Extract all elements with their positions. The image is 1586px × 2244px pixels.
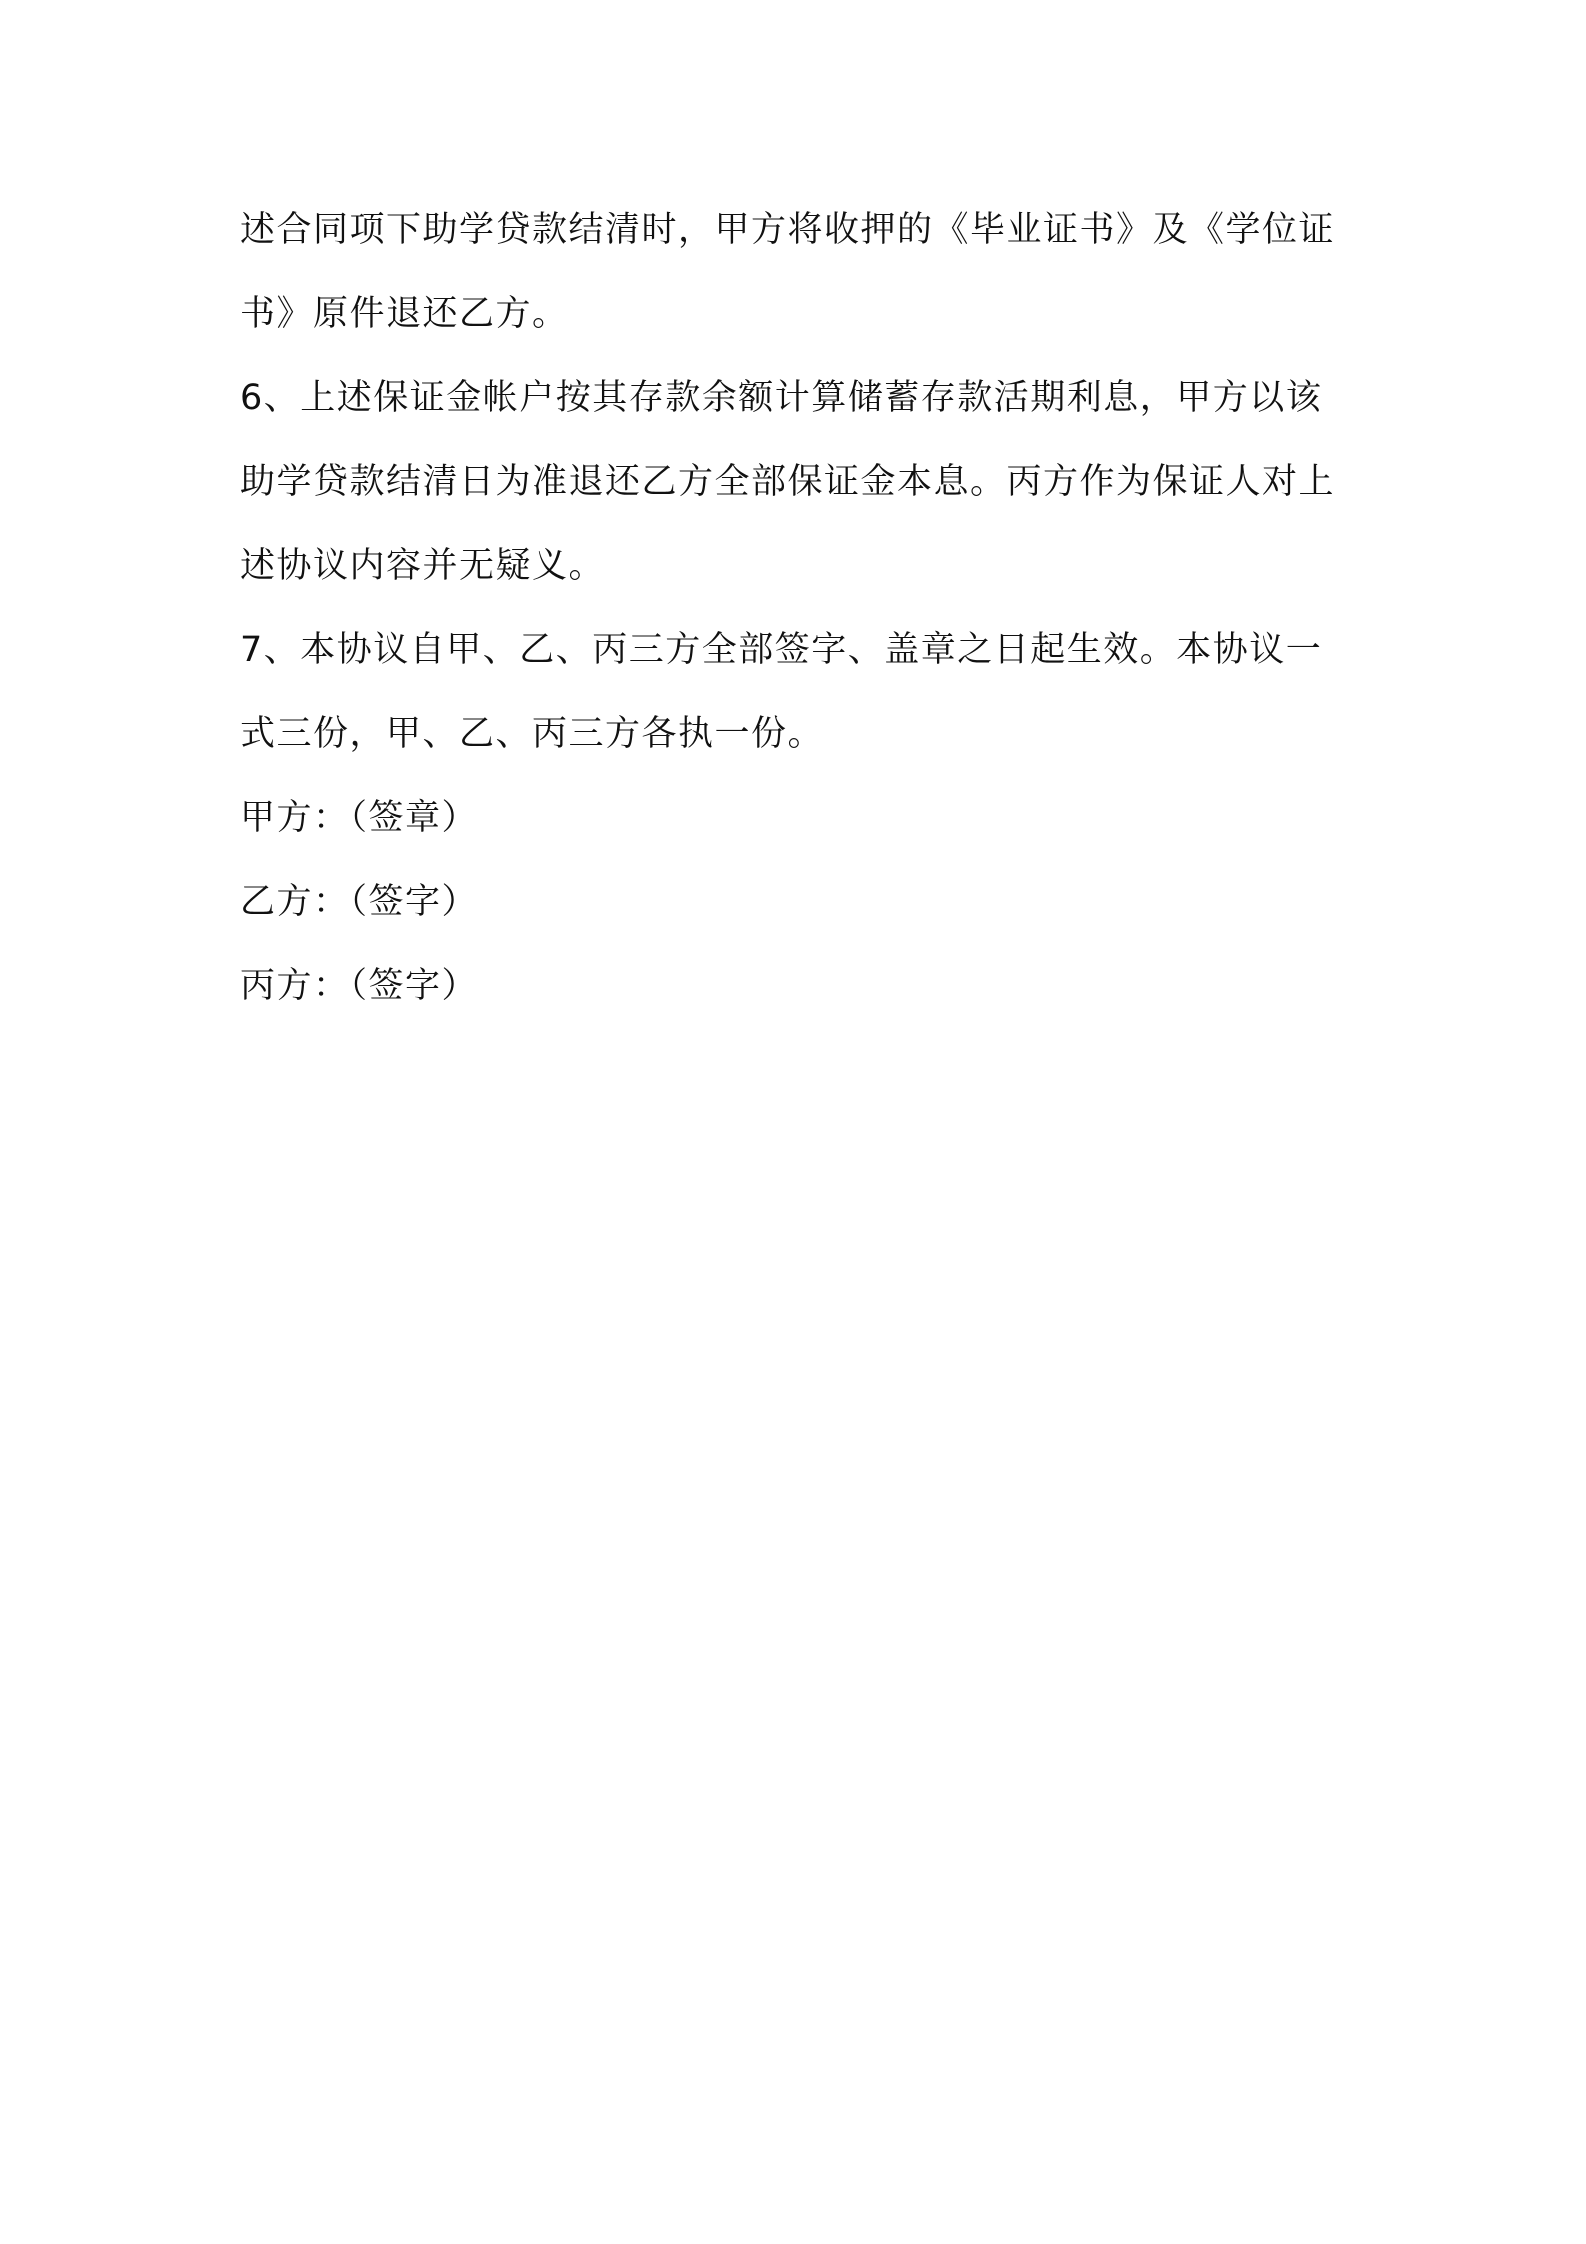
clause-6-line-1: 6、上述保证金帐户按其存款余额计算储蓄存款活期利息，甲方以该 (240, 378, 1323, 418)
clause-6-line-2: 助学贷款结清日为准退还乙方全部保证金本息。丙方作为保证人对上 (240, 462, 1336, 502)
party-b-signature-line: 乙方：（签字） (240, 882, 479, 922)
paragraph-5-line-2: 书》原件退还乙方。 (240, 294, 569, 334)
document-body (240, 188, 1360, 1028)
clause-6-line-3: 述协议内容并无疑义。 (240, 546, 606, 586)
party-c-signature-line: 丙方：（签字） (240, 966, 479, 1006)
party-a-signature-line: 甲方：（签章） (240, 798, 479, 838)
paragraph-5-line-1: 述合同项下助学贷款结清时，甲方将收押的《毕业证书》及《学位证 (240, 210, 1336, 250)
clause-7-line-2: 式三份，甲、乙、丙三方各执一份。 (240, 714, 825, 754)
clause-7-line-1: 7、本协议自甲、乙、丙三方全部签字、盖章之日起生效。本协议一 (240, 630, 1323, 670)
